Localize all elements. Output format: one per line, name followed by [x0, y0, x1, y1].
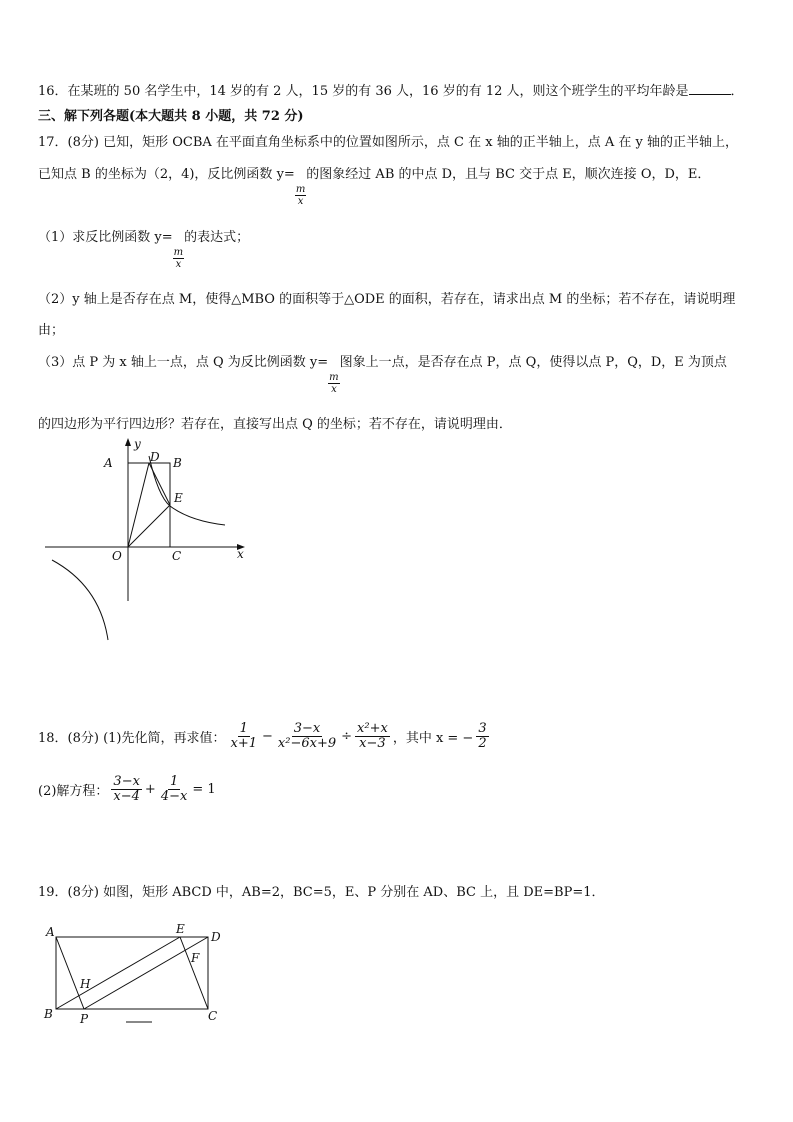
equation-rhs: = 1	[192, 782, 216, 797]
label-b: B	[44, 1007, 53, 1021]
segment-de	[149, 463, 170, 505]
q19-rectangle-figure	[40, 920, 230, 1028]
label-c: C	[172, 549, 182, 563]
question-17-line2-a: 已知点 B 的坐标为（2，4)，反比例函数 y=	[38, 167, 295, 182]
label-e: E	[174, 491, 183, 505]
fraction-3: $\frac{\text{x²+x}}{x-3}$	[357, 721, 388, 751]
question-17-part3-line2: 的四边形为平行四边形？若存在，直接写出点 Q 的坐标；若不存在，请说明理由．	[38, 417, 512, 432]
label-y: y	[134, 437, 141, 451]
label-x: x	[237, 547, 244, 561]
condition-text: ，其中 x = −	[392, 731, 474, 746]
fraction-4: $\frac{3}{2}$	[478, 721, 487, 751]
question-19-text: 19．(8分) 如图，矩形 ABCD 中，AB=2，BC=5，E、P 分别在 AD、BC 上，且 DE=BP=1．	[38, 885, 605, 900]
divide-sign: ÷	[341, 729, 353, 744]
hyperbola-branch-2	[52, 560, 108, 640]
question-17-line1: 17．(8分) 已知，矩形 OCBA 在平面直角坐标系中的位置如图所示，点 C 在 x 轴的正半轴上，点 A 在 y 轴的正半轴上，	[38, 135, 738, 150]
segment-od	[128, 463, 149, 547]
answer-blank	[689, 82, 731, 95]
plus-sign: +	[144, 782, 156, 797]
question-18-part1	[38, 722, 489, 751]
segment-pd	[84, 937, 208, 1009]
q18-part2-prefix: (2)解方程：	[38, 784, 109, 799]
label-c: C	[208, 1009, 218, 1023]
part1-text-b: 的表达式；	[184, 230, 250, 245]
part3-text-b: 图象上一点，是否存在点 P，点 Q，使得以点 P，Q，D，E 为顶点	[339, 355, 727, 370]
segment-ap	[56, 937, 84, 1009]
label-a: A	[104, 456, 113, 470]
segment-oe	[128, 505, 170, 547]
label-p: P	[80, 1012, 89, 1026]
label-h: H	[80, 977, 91, 991]
label-d: D	[150, 450, 160, 464]
question-17-part1	[38, 229, 249, 270]
minus-sign: −	[262, 729, 273, 744]
fraction-g2: $\frac{1}{4-x}$	[160, 774, 188, 804]
fraction-2: $\frac{3-x}{\text{x²−6x+9}}$	[277, 721, 337, 751]
label-b: B	[173, 456, 182, 470]
section-heading: 三、解下列各题(本大题共 8 小题，共 72 分)	[38, 109, 304, 124]
part3-text-a: （3）点 P 为 x 轴上一点，点 Q 为反比例函数 y=	[38, 355, 329, 370]
fraction-m-over-x: $\frac{m}{x}$	[329, 372, 339, 395]
y-axis-arrow	[125, 438, 131, 446]
label-e: E	[176, 922, 185, 936]
label-f: F	[191, 951, 200, 965]
segment-be	[56, 937, 180, 1009]
question-17-line2	[38, 166, 710, 207]
question-18-part2	[38, 775, 216, 804]
question-16-end: ．	[730, 84, 744, 99]
question-17-part2-line2: 由；	[38, 323, 65, 338]
label-d: D	[211, 930, 221, 944]
q17-coordinate-figure	[40, 436, 250, 644]
label-a: A	[46, 925, 55, 939]
fraction-m-over-x: $\frac{m}{x}$	[295, 184, 306, 207]
part1-text-a: （1）求反比例函数 y=	[38, 230, 173, 245]
question-16-text: 16．在某班的 50 名学生中，14 岁的有 2 人，15 岁的有 36 人，16 岁的有 12 人，则这个班学生的平均年龄是	[38, 84, 689, 99]
label-o: O	[112, 549, 122, 563]
q18-prefix: 18．(8分) (1)先化简，再求值：	[38, 731, 226, 746]
question-17-part3	[38, 354, 727, 395]
question-17-part2-line1: （2）y 轴上是否存在点 M，使得△MBO 的面积等于△ODE 的面积，若存在，请求出点 M 的坐标；若不存在，请说明理	[38, 292, 736, 307]
question-16	[38, 82, 744, 101]
rectangle-abcd	[56, 937, 208, 1009]
rectangle-ocba	[128, 463, 170, 547]
fraction-g1: $\frac{3-x}{x-4}$	[113, 774, 140, 804]
question-17-line2-b: 的图象经过 AB 的中点 D，且与 BC 交于点 E，顺次连接 O，D，E．	[306, 167, 711, 182]
segment-ec	[180, 937, 208, 1009]
fraction-m-over-x: $\frac{m}{x}$	[173, 247, 184, 270]
fraction-1: $\frac{1}{x+1}$	[230, 721, 258, 751]
